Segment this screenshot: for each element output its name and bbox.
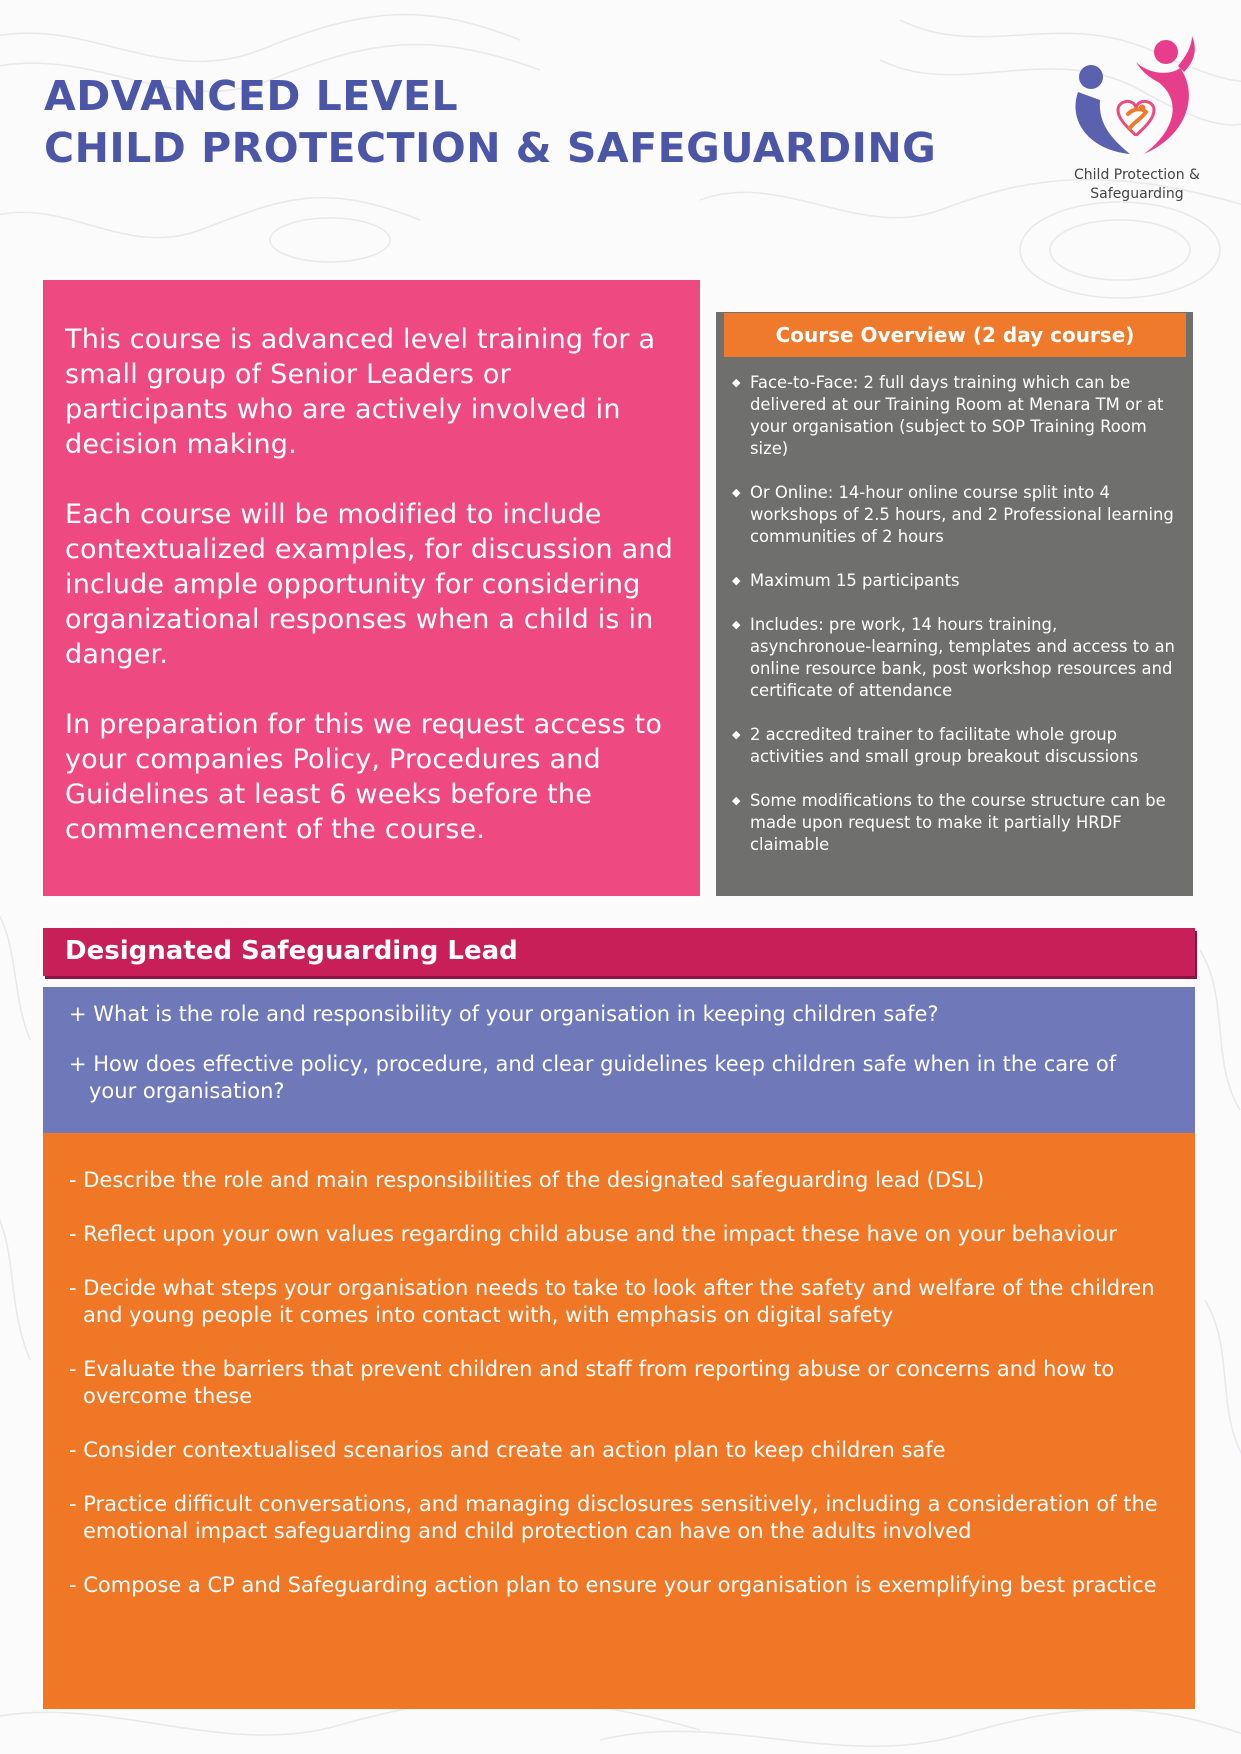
- learning-outcome: - Evaluate the barriers that prevent children and staff from reporting abuse or concerns and how to overcome these: [69, 1357, 1115, 1408]
- family-heart-icon: [1058, 30, 1218, 160]
- key-question: + What is the role and responsibility of your organisation in keeping children safe?: [69, 1002, 939, 1026]
- intro-paragraph: Each course will be modified to include contextualized examples, for discussion and include ample opportunity for considering organizational responses when a child is in danger.: [65, 499, 673, 670]
- learning-outcomes-panel: [43, 1133, 1195, 1709]
- overview-item: [732, 724, 1179, 768]
- learning-outcome: - Reflect upon your own values regarding child abuse and the impact these have on your behaviour: [69, 1222, 1118, 1246]
- page-title: [44, 70, 936, 174]
- logo-wordmark: [1052, 166, 1222, 204]
- overview-item: [732, 790, 1179, 856]
- overview-item: [732, 614, 1179, 702]
- intro-paragraph: This course is advanced level training for a small group of Senior Leaders or participants who are actively involved in decision making.: [65, 324, 656, 460]
- course-overview-heading: Course Overview (2 day course): [724, 313, 1186, 357]
- page-title-line-1: ADVANCED LEVEL: [44, 72, 459, 120]
- diamond-bullet-icon: ◆: [732, 618, 741, 631]
- brand-logo: [1052, 30, 1222, 210]
- learning-outcome: - Decide what steps your organisation needs to take to look after the safety and welfare of the children and young people it comes into contact with, with emphasis on digital safety: [69, 1276, 1155, 1327]
- overview-item-text: 2 accredited trainer to facilitate whole group activities and small group breakout discussions: [750, 725, 1139, 766]
- logo-line-1: Child Protection &: [1074, 167, 1200, 183]
- diamond-bullet-icon: ◆: [732, 794, 741, 807]
- overview-item-text: Maximum 15 participants: [750, 571, 960, 590]
- overview-item: [732, 372, 1179, 460]
- diamond-bullet-icon: ◆: [732, 486, 741, 499]
- intro-panel: [43, 280, 700, 896]
- course-overview-list: [716, 312, 1193, 856]
- overview-item-text: Face-to-Face: 2 full days training which can be delivered at our Training Room at Menara TM or at your organisation (subject to SOP Training Room size): [750, 373, 1164, 458]
- overview-item-text: Some modifications to the course structure can be made upon request to make it partially HRDF claimable: [750, 791, 1166, 854]
- learning-outcome: - Consider contextualised scenarios and create an action plan to keep children safe: [69, 1438, 946, 1462]
- learning-outcome: - Compose a CP and Safeguarding action plan to ensure your organisation is exemplifying best practice: [69, 1573, 1157, 1597]
- learning-outcome: - Describe the role and main responsibilities of the designated safeguarding lead (DSL): [69, 1168, 985, 1192]
- page-title-line-2: CHILD PROTECTION & SAFEGUARDING: [44, 124, 937, 172]
- key-questions-panel: [43, 987, 1195, 1133]
- dsl-section-heading: Designated Safeguarding Lead: [43, 928, 1195, 976]
- diamond-bullet-icon: ◆: [732, 728, 741, 741]
- intro-paragraph: In preparation for this we request access to your companies Policy, Procedures and Guidelines at least 6 weeks before the commencement of the course.: [65, 709, 663, 845]
- learning-outcome: - Practice difficult conversations, and managing disclosures sensitively, including a consideration of the emotional impact safeguarding and child protection can have on the adults involved: [69, 1492, 1158, 1543]
- course-overview-panel: [716, 312, 1193, 896]
- logo-line-2: Safeguarding: [1090, 186, 1184, 202]
- diamond-bullet-icon: ◆: [732, 574, 741, 587]
- overview-item: [732, 482, 1179, 548]
- diamond-bullet-icon: ◆: [732, 376, 741, 389]
- overview-item-text: Includes: pre work, 14 hours training, asynchronoue-learning, templates and access to an online resource bank, post workshop resources and certificate of attendance: [750, 615, 1175, 700]
- overview-item: [732, 570, 1179, 592]
- key-question: + How does effective policy, procedure, and clear guidelines keep children safe when in the care of your organisation?: [69, 1052, 1117, 1103]
- overview-item-text: Or Online: 14-hour online course split into 4 workshops of 2.5 hours, and 2 Professional learning communities of 2 hours: [750, 483, 1174, 546]
